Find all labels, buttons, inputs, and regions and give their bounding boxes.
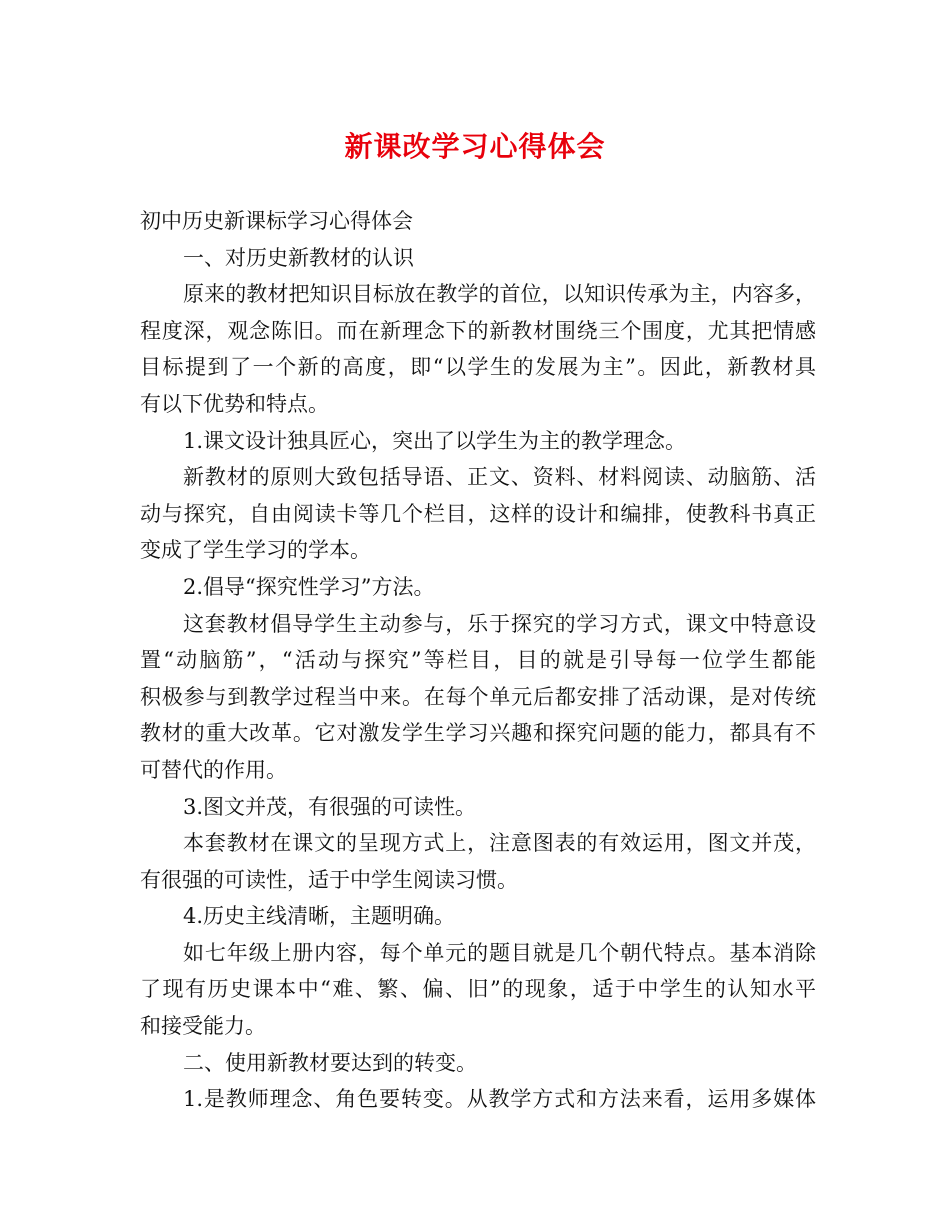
text-line: 积极参与到教学过程当中来。在每个单元后都安排了活动课，是对传统	[140, 684, 816, 709]
text-line: 可替代的作用。	[140, 757, 287, 782]
text-line: 二、使用新教材要达到的转变。	[183, 1050, 477, 1075]
document-body	[140, 203, 816, 1118]
text-line: 有很强的可读性，适于中学生阅读习惯。	[140, 867, 518, 892]
text-line: 置“动脑筋”，“活动与探究”等栏目，目的就是引导每一位学生都能	[140, 648, 816, 673]
text-line: 一、对历史新教材的认识	[183, 245, 414, 270]
text-line: 程度深，观念陈旧。而在新理念下的新教材围绕三个围度，尤其把情感	[140, 318, 816, 343]
text-line: 这套教材倡导学生主动参与，乐于探究的学习方式，课文中特意设	[183, 611, 816, 636]
text-line: 教材的重大改革。它对激发学生学习兴趣和探究问题的能力，都具有不	[140, 721, 816, 746]
text-line: 原来的教材把知识目标放在教学的首位，以知识传承为主，内容多，	[183, 282, 816, 307]
text-line: 动与探究，自由阅读卡等几个栏目，这样的设计和编排，使教科书真正	[140, 501, 816, 526]
text-line: 如七年级上册内容，每个单元的题目就是几个朝代特点。基本消除	[183, 940, 816, 965]
text-line: 变成了学生学习的学本。	[140, 538, 371, 563]
document-title: 新课改学习心得体会	[344, 130, 606, 163]
text-line: 和接受能力。	[140, 1014, 266, 1039]
text-line: 新教材的原则大致包括导语、正文、资料、材料阅读、动脑筋、活	[183, 465, 816, 490]
text-line: 有以下优势和特点。	[140, 391, 329, 416]
text-line: 目标提到了一个新的高度，即“以学生的发展为主”。因此，新教材具	[140, 355, 816, 380]
text-line: 本套教材在课文的呈现方式上，注意图表的有效运用，图文并茂，	[183, 831, 816, 856]
text-line: 初中历史新课标学习心得体会	[140, 209, 413, 233]
text-line: 4.历史主线清晰，主题明确。	[183, 904, 456, 929]
text-line: 1.课文设计独具匠心，突出了以学生为主的教学理念。	[183, 428, 687, 453]
text-line: 2.倡导“探究性学习”方法。	[183, 574, 435, 599]
text-line: 1.是教师理念、角色要转变。从教学方式和方法来看，运用多媒体	[183, 1087, 816, 1112]
text-line: 3.图文并茂，有很强的可读性。	[183, 794, 477, 819]
text-line: 了现有历史课本中“难、繁、偏、旧”的现象，适于中学生的认知水平	[140, 977, 816, 1002]
